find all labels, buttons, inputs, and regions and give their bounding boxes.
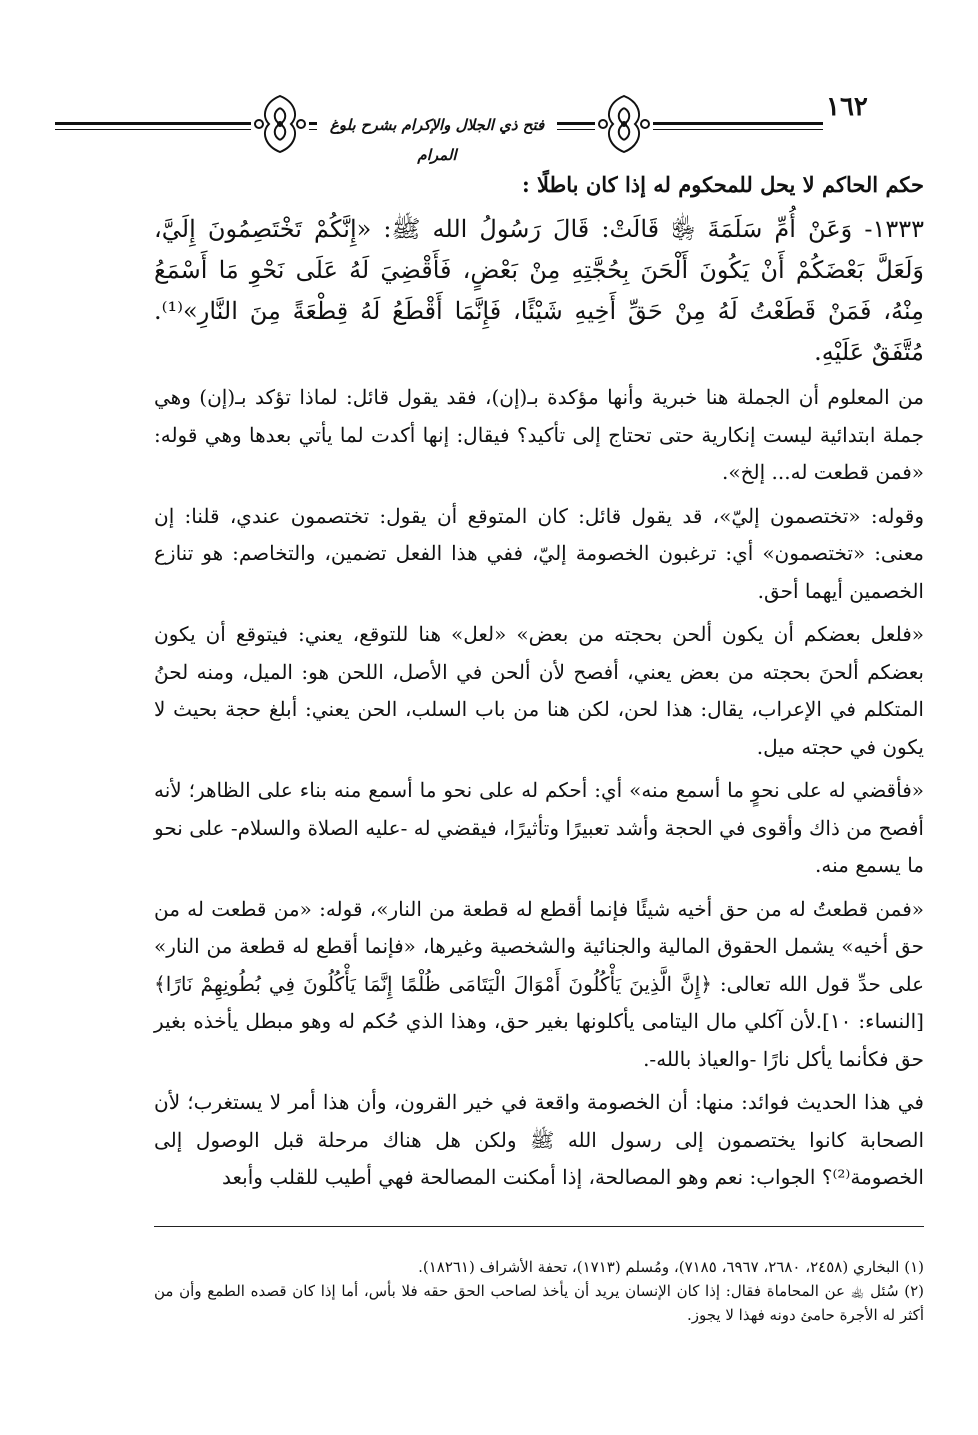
page-number: ١٦٢ (826, 92, 868, 122)
footnote: (٢) سُئل ﵀ عن المحاماة فقال: إذا كان الإنسان يريد أن يأخذ لصاحب الحق حقه فلا بأس، أما إذا كان قصده الطمع وأن من أكثر له الأجرة حامئ دونه فهذا لا يجوز. (154, 1282, 924, 1324)
ornament-right-icon (595, 88, 653, 160)
section-heading: حكم الحاكم لا يحل للمحكوم له إذا كان باطلًا : (521, 172, 924, 197)
paragraph: من المعلوم أن الجملة هنا خبرية وأنها مؤكدة بـ(إن)، فقد يقول قائل: لماذا تؤكد بـ(إن) وهي جملة ابتدائية ليست إنكارية حتى تحتاج إلى تأكيد؟ فيقال: إنها أكدت لما يأتي بعدها وهي قوله: «فمن قطعت له... إلخ». (154, 385, 924, 484)
paragraph: وقوله: «تختصمون إليّ»، قد يقول قائل: كان المتوقع أن يقول: تختصمون عندي، قلنا: إن معنى: «تختصمون» أي: ترغبون الخصومة إليّ، ففي هذا الفعل تضمين، والتخاصم: هو تنازع الخصمين أيهما أحق. (154, 503, 924, 603)
ornament-left-icon (251, 88, 309, 160)
footnote-separator (154, 1226, 924, 1227)
paragraph: «فأقضي له على نحوٍ ما أسمع منه» أي: أحكم له على نحو ما أسمع منه بناء على الظاهر؛ لأنه أفصح من ذاك وأقوى في الحجة وأشد تعبيرًا وتأثيرًا، فيقضي له -عليه الصلاة والسلام- على نحو ما يسمع منه. (154, 778, 925, 877)
footnotes (154, 1255, 924, 1327)
hadith-text: ١٣٣٣- وَعَنْ أُمِّ سَلَمَةَ ﵂ قَالَتْ: قَالَ رَسُولُ الله ﷺ: «إِنَّكُمْ تَخْتَصِمُونَ إِلَيَّ، وَلَعَلَّ بَعْضَكُمْ أَنْ يَكُونَ أَلْحَنَ بِحُجَّتِهِ مِنْ بَعْضٍ، فَأَقْضِيَ لَهُ عَلَى نَحْوِ مَا أَسْمَعُ مِنْهُ، فَمَنْ قَطَعْتُ لَهُ مِنْ حَقِّ أَخِيهِ شَيْئًا، فَإِنَّمَا أَقْطَعُ لَهُ قِطْعَةً مِنَ النَّارِ»⁽¹⁾. مُتَّفَقٌ عَلَيْهِ. (154, 215, 924, 366)
paragraph: في هذا الحديث فوائد: منها: أن الخصومة واقعة في خير القرون، وأن هذا أمر لا يستغرب؛ لأن الصحابة كانوا يختصمون إلى رسول الله ﷺ ولكن هل هناك مرحلة قبل الوصول إلى الخصومة⁽²⁾؟ الجواب: نعم وهو المصالحة، إذا أمكنت المصالحة فهي أطيب للقلب وأبعد (154, 1090, 924, 1189)
page-header (55, 88, 823, 164)
paragraph: «فمن قطعتُ له من حق أخيه شيئًا فإنما أقطع له قطعة من النار»، قوله: «من قطعت له من حق أخيه» يشمل الحقوق المالية والجنائية والشخصية وغيرها، «فإنما أقطع له قطعة من النار» على حدِّ قول الله تعالى: ﴿إِنَّ الَّذِينَ يَأْكُلُونَ أَمْوَالَ الْيَتَامَى ظُلْمًا إِنَّمَا يَأْكُلُونَ فِي بُطُونِهِمْ نَارًا﴾ [النساء: ١٠].لأن آكلي مال اليتامى يأكلونها بغير حق، وهذا الذي حُكم له وهو مبطل يأخذه بغير حق فكأنما يأكل نارًا -والعياذ بالله-. (154, 896, 924, 1071)
main-text (154, 165, 924, 1203)
footnote: (١) البخاري (٢٤٥٨، ٢٦٨٠، ٦٩٦٧، ٧١٨٥)، ومُسلم (١٧١٣)، تحفة الأشراف (١٨٢٦١). (418, 1258, 924, 1276)
book-title: فتح ذي الجلال والإكرام بشرح بلوغ المرام (317, 110, 557, 140)
paragraph: «فلعل بعضكم أن يكون ألحن بحجته من بعض» «لعل» هنا للتوقع، يعني: فيتوقع أن يكون بعضكم ألحنَ بحجته من بعض يعني، أفصح لأن ألحن في الأصل، اللحن هو: الميل، ومنه لحنُ المتكلم في الإعراب، يقال: هذا لحن، لكن هنا من باب السلب، الحن يعني: أبلغ حجة بحيث لا يكون في حجته ميل. (154, 622, 924, 759)
